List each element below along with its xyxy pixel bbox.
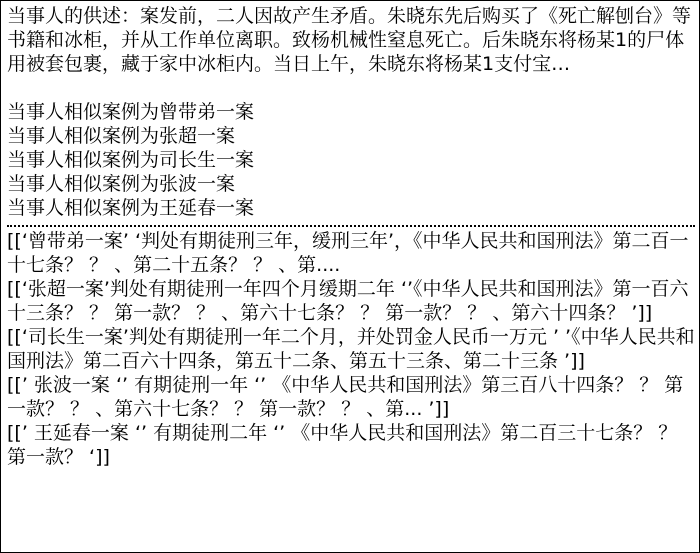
similar-case-item: 当事人相似案例为张波一案: [7, 173, 236, 195]
case-citation: [[‘司长生一案’判处有期徒刑一年二个月，并处罚金人民币一万元 ’ ’《中华人民共和国刑法》第二百六十四条，第五十二条、第五十三条、第二十三条 ’]]: [7, 326, 695, 372]
case-citation: [[‘曾带弟一案’ ‘判处有期徒刑三年，缓刑三年’，《中华人民共和国刑法》第二百一十七条？ ？ 、第二十五条？ ？ 、第....: [7, 230, 689, 276]
dotted-separator: [7, 225, 695, 227]
document-content: [7, 4, 697, 469]
citations-list: [7, 229, 697, 469]
similar-case-item: 当事人相似案例为张超一案: [7, 125, 236, 147]
similar-case-item: 当事人相似案例为王延春一案: [7, 197, 255, 219]
case-citation: [[’ 张波一案 ‘’ 有期徒刑一年 ‘’ 《中华人民共和国刑法》第三百八十四条？ ？ 第一款？ ？ 、第六十七条？ ？ 第一款？ ？ 、第... ’]]: [7, 374, 684, 420]
blank-line: [7, 76, 697, 100]
confession-summary: 当事人的供述：案发前，二人因故产生矛盾。朱晓东先后购买了《死亡解刨台》等书籍和冰柜，并从工作单位离职。致杨机械性窒息死亡。后朱晓东将杨某1的尸体用被套包裹，藏于家中冰柜内。当日上午，朱晓东将杨某1支付宝…: [7, 5, 692, 75]
similar-case-item: 当事人相似案例为曾带弟一案: [7, 101, 255, 123]
similar-cases-list: [7, 100, 697, 220]
case-citation: [[’ 王延春一案 ‘’ 有期徒刑二年 ‘’ 《中华人民共和国刑法》第二百三十七条？ ？ 第一款？ ‘]]: [7, 422, 678, 468]
case-citation: [[‘张超一案’判处有期徒刑一年四个月缓期二年 ‘’《中华人民共和国刑法》第一百六十三条？ ？ 第一款？ ？ 、第六十七条？ ？ 第一款？ ？ 、第六十四条？ ’]]: [7, 278, 689, 324]
similar-case-item: 当事人相似案例为司长生一案: [7, 149, 255, 171]
